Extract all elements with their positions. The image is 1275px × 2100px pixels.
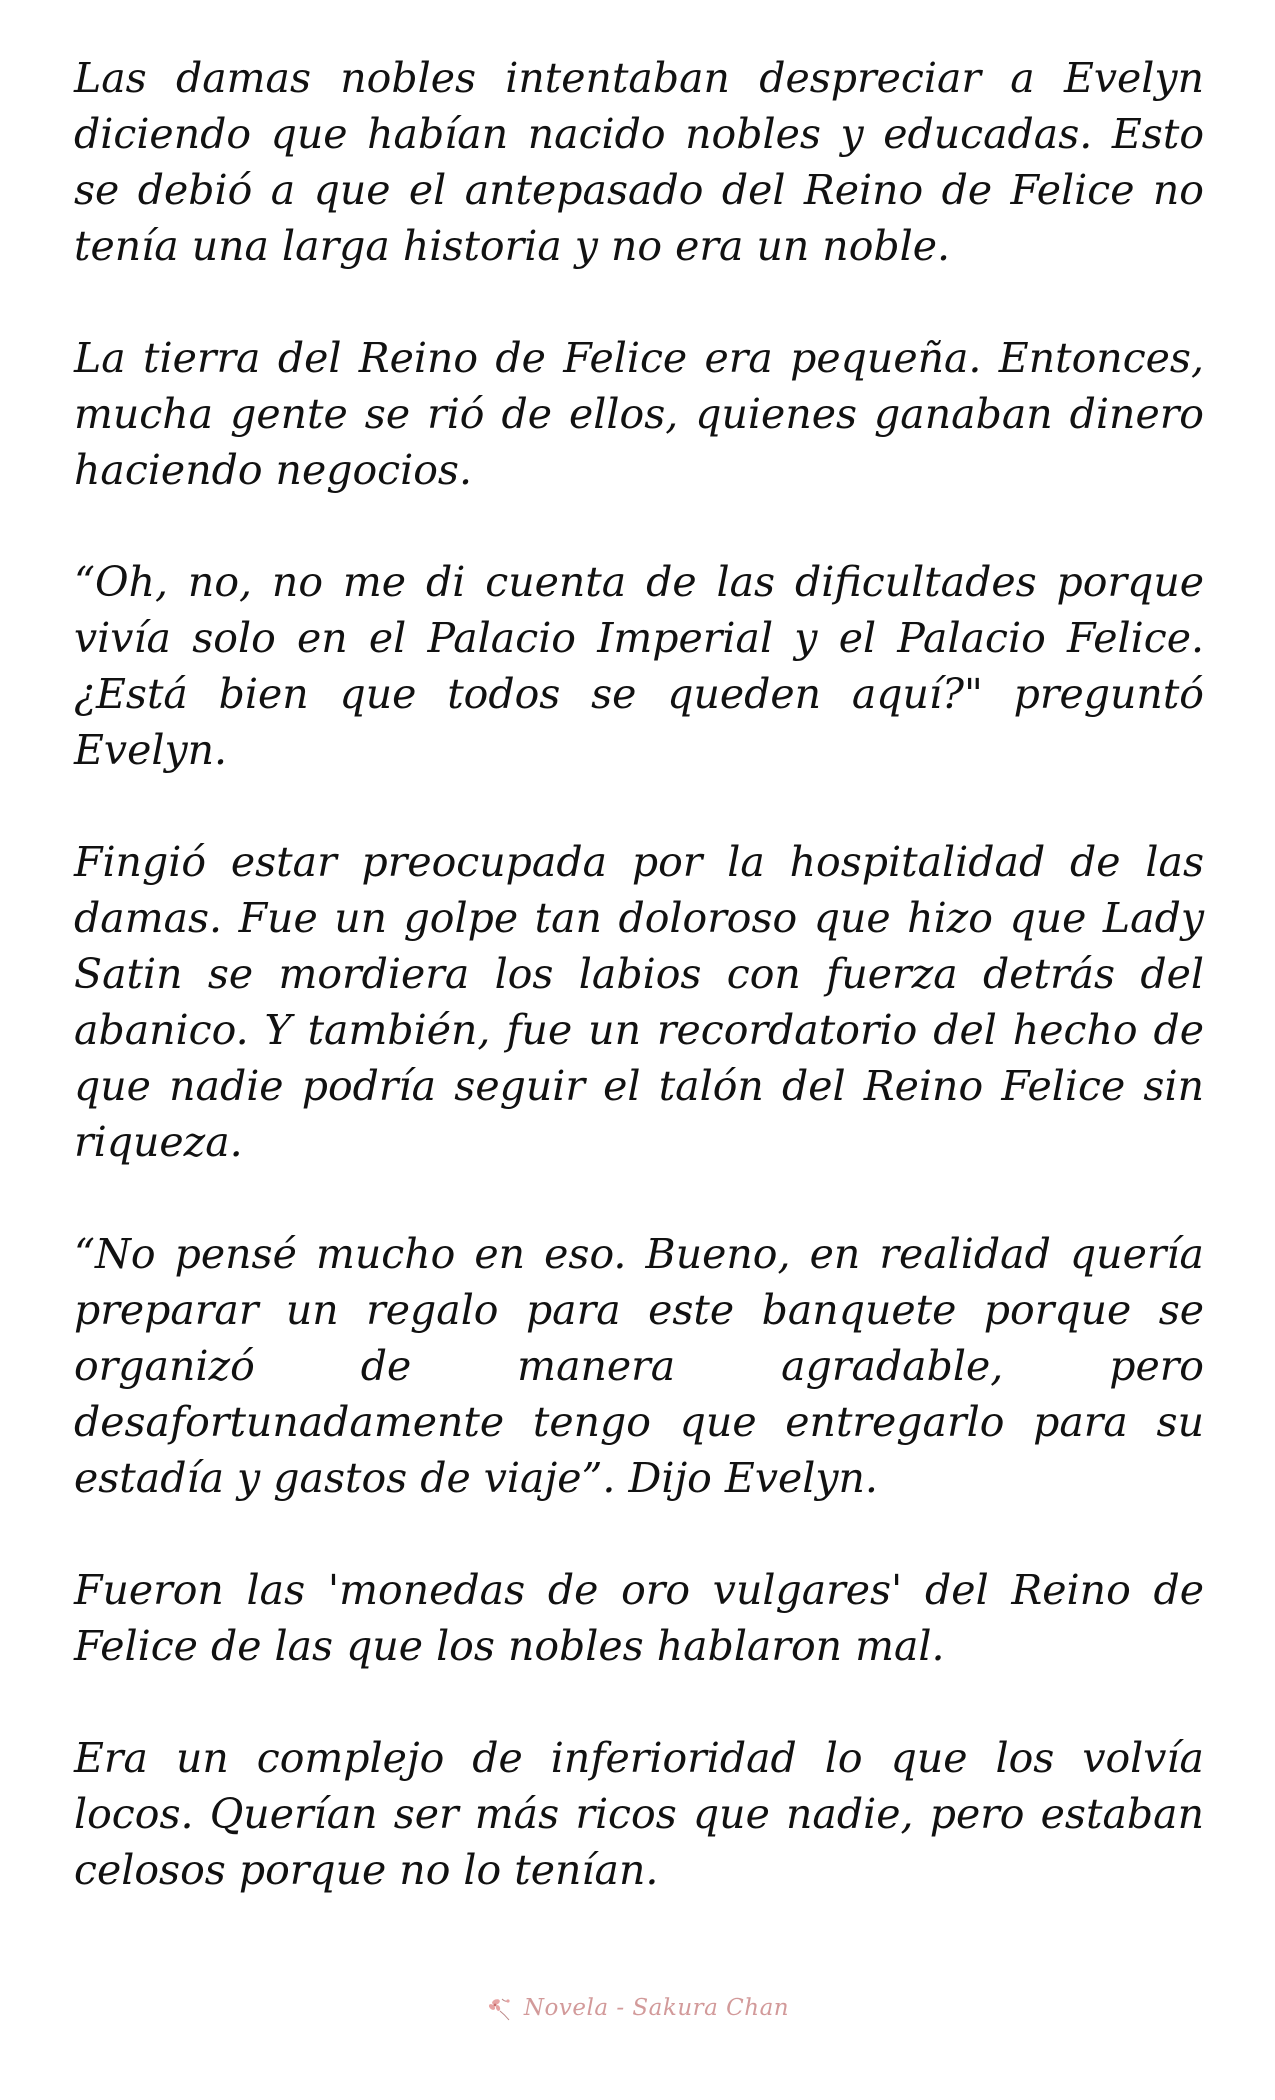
sakura-flower-icon [486, 1993, 516, 2023]
paragraph-6: Fueron las 'monedas de oro vulgares' del Reino de Felice de las que los nobles hablaron mal. [74, 1566, 1204, 1670]
paragraph-4: Fingió estar preocupada por la hospitalidad de las damas. Fue un golpe tan doloroso que hizo que Lady Satin se mordiera los labios con fuerza detrás del abanico. Y también, fue un recordatorio del hecho de que nadie podría seguir el talón del Reino Felice sin riqueza. [74, 838, 1204, 1166]
paragraph-7: Era un complejo de inferioridad lo que los volvía locos. Querían ser más ricos que nadie, pero estaban celosos porque no lo tenían. [74, 1734, 1204, 1894]
watermark [0, 1988, 1275, 2028]
chapter-text [74, 50, 1204, 1954]
paragraph-3: “Oh, no, no me di cuenta de las dificultades porque vivía solo en el Palacio Imperial y el Palacio Felice. ¿Está bien que todos se queden aquí?" preguntó Evelyn. [74, 558, 1204, 774]
watermark-text: Novela - Sakura Chan [523, 1995, 790, 2021]
paragraph-2: La tierra del Reino de Felice era pequeña. Entonces, mucha gente se rió de ellos, quienes ganaban dinero haciendo negocios. [74, 334, 1204, 494]
paragraph-5: “No pensé mucho en eso. Bueno, en realidad quería preparar un regalo para este banquete porque se organizó de manera agradable, pero desafortunadamente tengo que entregarlo para su estadía y gastos de viaje”. Dijo Evelyn. [74, 1230, 1204, 1502]
paragraph-1: Las damas nobles intentaban despreciar a Evelyn diciendo que habían nacido nobles y educadas. Esto se debió a que el antepasado del Reino de Felice no tenía una larga historia y no era un noble. [74, 54, 1204, 270]
